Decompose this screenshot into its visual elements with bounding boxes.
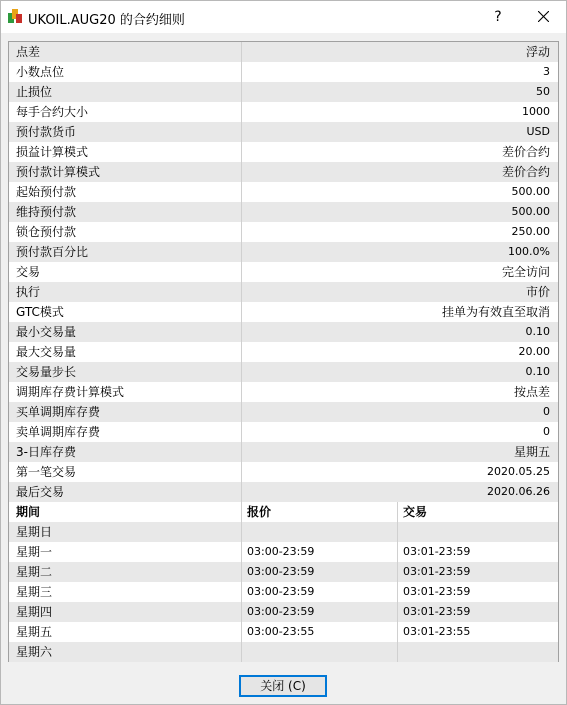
spec-name: 每手合约大小	[9, 102, 242, 122]
spec-row[interactable]	[9, 382, 558, 402]
session-quote: 03:00-23:55	[242, 622, 398, 642]
spec-name: 点差	[9, 42, 242, 62]
spec-table[interactable]	[8, 41, 559, 662]
spec-row[interactable]	[9, 122, 558, 142]
spec-row[interactable]	[9, 322, 558, 342]
session-trade	[398, 522, 558, 542]
spec-value: 按点差	[513, 385, 550, 399]
session-quote	[242, 522, 398, 542]
spec-value: 0	[543, 425, 550, 438]
spec-name: 锁仓预付款	[9, 222, 242, 242]
session-trade: 03:01-23:55	[403, 625, 471, 638]
session-trade: 03:01-23:59	[403, 565, 471, 578]
spec-row[interactable]	[9, 482, 558, 502]
spec-name: 交易	[9, 262, 242, 282]
session-row[interactable]	[9, 562, 558, 582]
spec-value: 0	[543, 405, 550, 418]
session-day: 星期二	[9, 562, 242, 582]
spec-row[interactable]	[9, 342, 558, 362]
session-row[interactable]	[9, 582, 558, 602]
session-day: 星期一	[9, 542, 242, 562]
help-button[interactable]: ?	[494, 9, 502, 25]
session-quote: 03:00-23:59	[242, 562, 398, 582]
spec-name: 损益计算模式	[9, 142, 242, 162]
session-trade: 03:01-23:59	[403, 545, 471, 558]
spec-value: 3	[543, 65, 550, 78]
spec-row[interactable]	[9, 162, 558, 182]
spec-value: 50	[536, 85, 550, 98]
spec-row[interactable]	[9, 362, 558, 382]
spec-name: 预付款计算模式	[9, 162, 242, 182]
session-trade	[398, 642, 558, 662]
session-row[interactable]	[9, 522, 558, 542]
spec-name: GTC模式	[9, 302, 242, 322]
spec-value: 500.00	[511, 185, 550, 198]
spec-row[interactable]	[9, 202, 558, 222]
spec-name: 最大交易量	[9, 342, 242, 362]
session-day: 星期三	[9, 582, 242, 602]
session-quote: 03:00-23:59	[242, 582, 398, 602]
spec-name: 交易量步长	[9, 362, 242, 382]
spec-value: 500.00	[511, 205, 550, 218]
spec-row[interactable]	[9, 262, 558, 282]
spec-name: 第一笔交易	[9, 462, 242, 482]
spec-name: 维持预付款	[9, 202, 242, 222]
spec-value: 0.10	[525, 325, 550, 338]
spec-value: 20.00	[518, 345, 550, 358]
spec-row[interactable]	[9, 222, 558, 242]
session-quote: 03:00-23:59	[242, 542, 398, 562]
window-title: UKOIL.AUG20 的合约细则	[28, 13, 185, 28]
session-trade: 03:01-23:59	[403, 585, 471, 598]
session-day: 星期六	[9, 642, 242, 662]
spec-row[interactable]	[9, 62, 558, 82]
spec-name: 执行	[9, 282, 242, 302]
session-quote	[242, 642, 398, 662]
spec-value: 差价合约	[501, 145, 550, 159]
session-row[interactable]	[9, 622, 558, 642]
spec-row[interactable]	[9, 462, 558, 482]
title-bar	[1, 1, 566, 33]
spec-value: 250.00	[511, 225, 550, 238]
spec-value: 完全访问	[501, 265, 550, 279]
spec-value: 2020.05.25	[487, 465, 550, 478]
spec-value: 挂单为有效直至取消	[441, 305, 550, 319]
spec-name: 止损位	[9, 82, 242, 102]
spec-value: USD	[526, 125, 550, 138]
close-icon	[538, 11, 549, 22]
spec-name: 小数点位	[9, 62, 242, 82]
spec-name: 起始预付款	[9, 182, 242, 202]
spec-row[interactable]	[9, 182, 558, 202]
spec-name: 预付款货币	[9, 122, 242, 142]
spec-row[interactable]	[9, 42, 558, 62]
column-header-day: 期间	[9, 502, 242, 522]
spec-name: 买单调期库存费	[9, 402, 242, 422]
spec-value: 浮动	[525, 45, 550, 59]
spec-row[interactable]	[9, 82, 558, 102]
spec-value: 市价	[525, 285, 550, 299]
spec-name: 最后交易	[9, 482, 242, 502]
spec-row[interactable]	[9, 442, 558, 462]
app-icon	[8, 9, 23, 24]
session-day: 星期四	[9, 602, 242, 622]
spec-name: 卖单调期库存费	[9, 422, 242, 442]
session-quote: 03:00-23:59	[242, 602, 398, 622]
spec-value: 星期五	[513, 445, 550, 459]
spec-value: 2020.06.26	[487, 485, 550, 498]
column-header-trade: 交易	[403, 505, 428, 519]
spec-name: 3-日库存费	[9, 442, 242, 462]
spec-value: 1000	[522, 105, 550, 118]
session-row[interactable]	[9, 602, 558, 622]
session-row[interactable]	[9, 542, 558, 562]
column-header-quote: 报价	[242, 502, 398, 522]
spec-row[interactable]	[9, 282, 558, 302]
close-window-button[interactable]	[522, 1, 566, 33]
spec-name: 最小交易量	[9, 322, 242, 342]
spec-name: 调期库存费计算模式	[9, 382, 242, 402]
session-trade: 03:01-23:59	[403, 605, 471, 618]
spec-row[interactable]	[9, 142, 558, 162]
spec-row[interactable]	[9, 242, 558, 262]
session-row[interactable]	[9, 642, 558, 662]
spec-name: 预付款百分比	[9, 242, 242, 262]
sessions-header	[9, 502, 558, 522]
spec-value: 差价合约	[501, 165, 550, 179]
close-button[interactable]: 关闭 (C)	[239, 675, 327, 697]
spec-value: 100.0%	[508, 245, 550, 258]
spec-value: 0.10	[525, 365, 550, 378]
spec-row[interactable]	[9, 402, 558, 422]
spec-row[interactable]	[9, 302, 558, 322]
spec-row[interactable]	[9, 422, 558, 442]
spec-row[interactable]	[9, 102, 558, 122]
session-day: 星期五	[9, 622, 242, 642]
session-day: 星期日	[9, 522, 242, 542]
